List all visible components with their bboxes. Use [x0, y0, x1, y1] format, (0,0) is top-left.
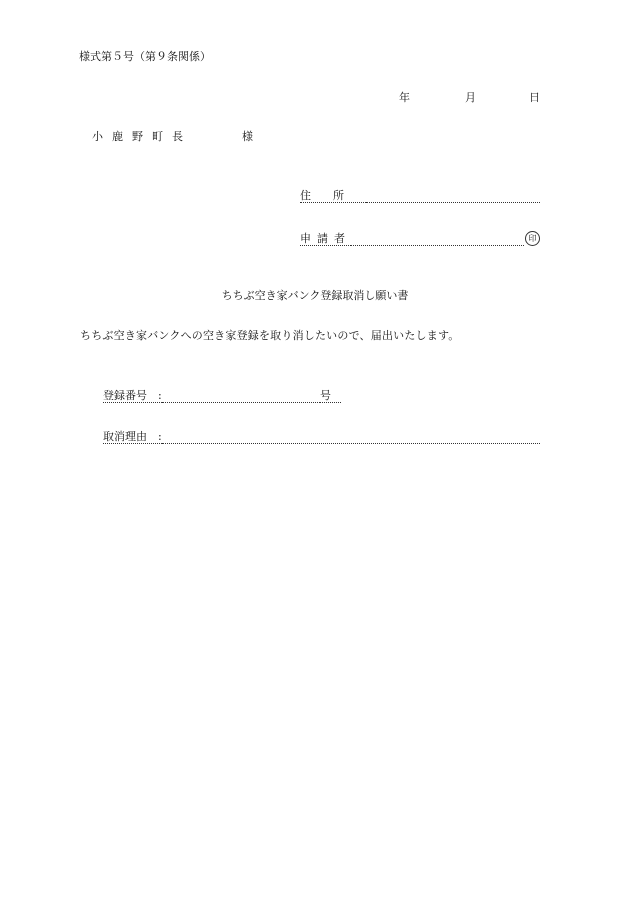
cancel-reason-field[interactable] [103, 431, 540, 444]
applicant-line[interactable] [351, 233, 524, 246]
registration-number-suffix: 号 [320, 390, 341, 403]
address-label: 住所 [300, 189, 366, 202]
address-field[interactable] [300, 190, 540, 203]
date-day-label: 日 [529, 91, 540, 104]
form-number: 様式第５号（第９条関係） [79, 50, 211, 63]
addressee: 小鹿野町長 [92, 130, 192, 143]
address-line[interactable] [366, 190, 540, 203]
document-title: ちちぶ空き家バンク登録取消し願い書 [221, 289, 409, 302]
body-text: ちちぶ空き家バンクへの空き家登録を取り消したいので、届出いたします。 [80, 329, 460, 342]
cancel-reason-line[interactable] [162, 431, 540, 444]
date-year-label: 年 [399, 91, 410, 104]
registration-number-label: 登録番号 : [103, 389, 162, 402]
seal-icon: 印 [525, 231, 540, 246]
date-month-label: 月 [465, 91, 476, 104]
applicant-field[interactable] [300, 231, 540, 246]
applicant-label: 申請者 [300, 232, 351, 245]
registration-number-line[interactable] [162, 390, 320, 403]
cancel-reason-label: 取消理由 : [103, 430, 162, 443]
honorific: 様 [242, 130, 253, 143]
registration-number-field[interactable] [103, 390, 341, 403]
